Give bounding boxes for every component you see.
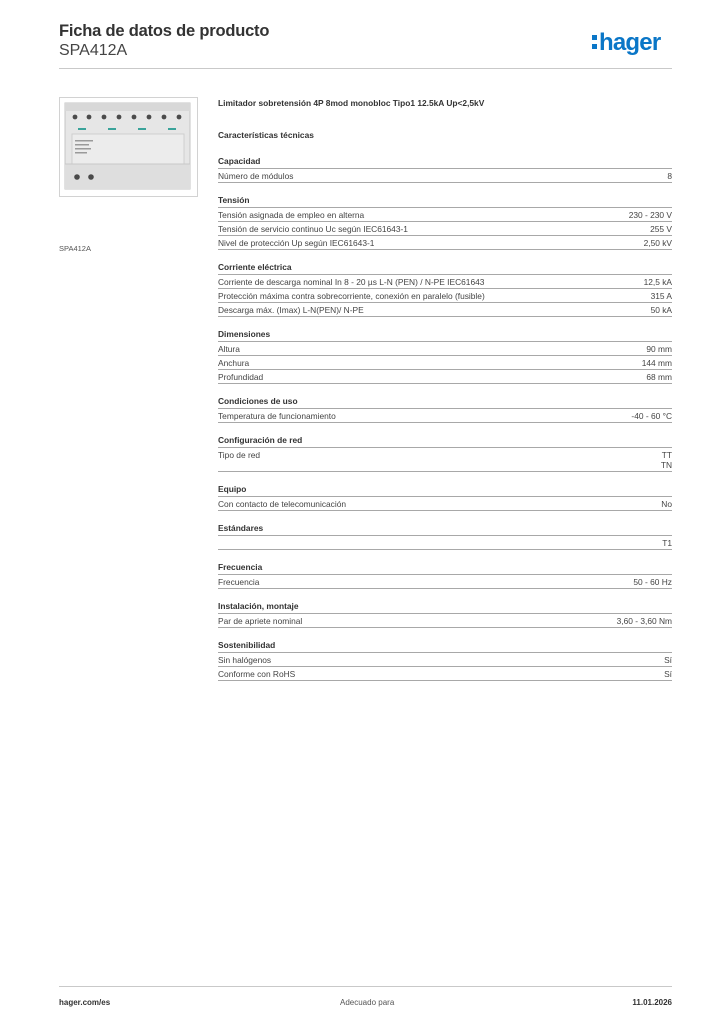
spec-label: Protección máxima contra sobrecorriente, conexión en paralelo (fusible): [218, 291, 485, 301]
product-code: SPA412A: [59, 42, 128, 59]
section-title: Instalación, montaje: [218, 600, 672, 614]
spec-row: [218, 303, 672, 317]
spec-row: [218, 236, 672, 250]
spec-value: [661, 450, 672, 470]
hager-logo: [592, 26, 676, 58]
spec-value-line: 144 mm: [641, 358, 672, 368]
spec-row: [218, 497, 672, 511]
section-title: Dimensiones: [218, 328, 672, 342]
spec-row: [218, 169, 672, 183]
spec-sections: [218, 155, 672, 681]
footer-date: 11.01.2026: [632, 998, 672, 1007]
spec-value-line: No: [661, 499, 672, 509]
spec-value: [664, 655, 672, 665]
spec-value: [646, 344, 672, 354]
spec-value: [650, 224, 672, 234]
spec-label: Sin halógenos: [218, 655, 272, 665]
spec-value: [629, 210, 672, 220]
spec-section: [218, 395, 672, 423]
spec-value-line: 3,60 - 3,60 Nm: [616, 616, 672, 626]
spec-row: [218, 575, 672, 589]
spec-value: [667, 171, 672, 181]
spec-label: Anchura: [218, 358, 250, 368]
spec-row: [218, 614, 672, 628]
section-title: Capacidad: [218, 155, 672, 169]
spec-row: [218, 356, 672, 370]
spec-value-line: 90 mm: [646, 344, 672, 354]
spec-row: [218, 653, 672, 667]
spec-value-line: 2,50 kV: [643, 238, 672, 248]
product-description: Limitador sobretensión 4P 8mod monobloc Tipo1 12.5kA Up<2,5kV: [218, 98, 485, 108]
spec-value: [664, 669, 672, 679]
spec-value-line: -40 - 60 °C: [631, 411, 672, 421]
spec-row: [218, 208, 672, 222]
section-title: Equipo: [218, 483, 672, 497]
spec-label: Par de apriete nominal: [218, 616, 303, 626]
spec-value-line: 12,5 kA: [643, 277, 672, 287]
spec-value-line: 230 - 230 V: [628, 210, 672, 220]
section-title: Configuración de red: [218, 434, 672, 448]
spec-value-line: 50 - 60 Hz: [633, 577, 672, 587]
spec-label: Con contacto de telecomunicación: [218, 499, 347, 509]
spec-value-line: 68 mm: [646, 372, 672, 382]
spec-value-line: TT: [661, 450, 672, 460]
section-title: Estándares: [218, 522, 672, 536]
spec-section: [218, 434, 672, 472]
footer-divider: [59, 986, 672, 987]
spec-value: [633, 577, 672, 587]
spec-section: [218, 261, 672, 317]
spec-value: [651, 291, 672, 301]
spec-value-line: 8: [667, 171, 672, 181]
spec-row: [218, 409, 672, 423]
spec-row: [218, 342, 672, 356]
spec-section: [218, 639, 672, 681]
spec-value: [617, 616, 672, 626]
spec-row: [218, 536, 672, 550]
spec-value: [646, 372, 672, 382]
spec-label: Número de módulos: [218, 171, 294, 181]
header-divider: [59, 68, 672, 69]
footer-website: hager.com/es: [59, 998, 111, 1007]
spec-section: [218, 328, 672, 384]
spec-value-line: 255 V: [650, 224, 672, 234]
spec-label: Profundidad: [218, 372, 264, 382]
spec-label: Nivel de protección Up según IEC61643-1: [218, 238, 375, 248]
spec-label: Tensión asignada de empleo en alterna: [218, 210, 365, 220]
spec-value-line: 50 kA: [650, 305, 672, 315]
spec-value: [642, 358, 672, 368]
product-specs: [218, 97, 672, 692]
spec-row: [218, 370, 672, 384]
spec-row: [218, 667, 672, 681]
spec-row: [218, 275, 672, 289]
spec-label: Tipo de red: [218, 450, 261, 460]
spec-section: [218, 561, 672, 589]
image-caption: SPA412A: [59, 244, 91, 253]
section-title: Frecuencia: [218, 561, 672, 575]
spec-label: Temperatura de funcionamiento: [218, 411, 336, 421]
spec-label: Frecuencia: [218, 577, 260, 587]
spec-section: [218, 600, 672, 628]
spec-section: [218, 194, 672, 250]
section-title: Corriente eléctrica: [218, 261, 672, 275]
spec-value: [662, 538, 672, 548]
spec-value-line: 315 A: [650, 291, 672, 301]
surge-protector-device-image: [59, 97, 198, 197]
footer-middle-text: Adecuado para: [340, 998, 395, 1007]
page-header: [59, 20, 269, 60]
spec-section: [218, 522, 672, 550]
spec-value-line: T1: [662, 538, 672, 548]
spec-label: Corriente de descarga nominal In 8 - 20 µs L-N (PEN) / N-PE IEC61643: [218, 277, 485, 287]
spec-section: [218, 155, 672, 183]
page-title: Ficha de datos de producto: [59, 22, 270, 40]
spec-label: Descarga máx. (Imax) L-N(PEN)/ N-PE: [218, 305, 364, 315]
section-title: Sostenibilidad: [218, 639, 672, 653]
spec-value-line: Sí: [664, 655, 672, 665]
section-title: Tensión: [218, 194, 672, 208]
section-title: Condiciones de uso: [218, 395, 672, 409]
spec-label: Conforme con RoHS: [218, 669, 296, 679]
logo-text: hager: [599, 29, 661, 56]
spec-value: [651, 305, 672, 315]
spec-section: [218, 483, 672, 511]
spec-value: [631, 411, 672, 421]
spec-row: [218, 448, 672, 472]
spec-value: [644, 238, 672, 248]
spec-label: Altura: [218, 344, 240, 354]
tech-specs-heading: Características técnicas: [218, 130, 314, 140]
spec-value: [661, 499, 672, 509]
spec-row: [218, 289, 672, 303]
spec-value: [644, 277, 672, 287]
spec-label: Tensión de servicio continuo Uc según IEC61643-1: [218, 224, 408, 234]
spec-value-line: TN: [660, 460, 672, 470]
spec-value-line: Sí: [664, 669, 672, 679]
spec-row: [218, 222, 672, 236]
